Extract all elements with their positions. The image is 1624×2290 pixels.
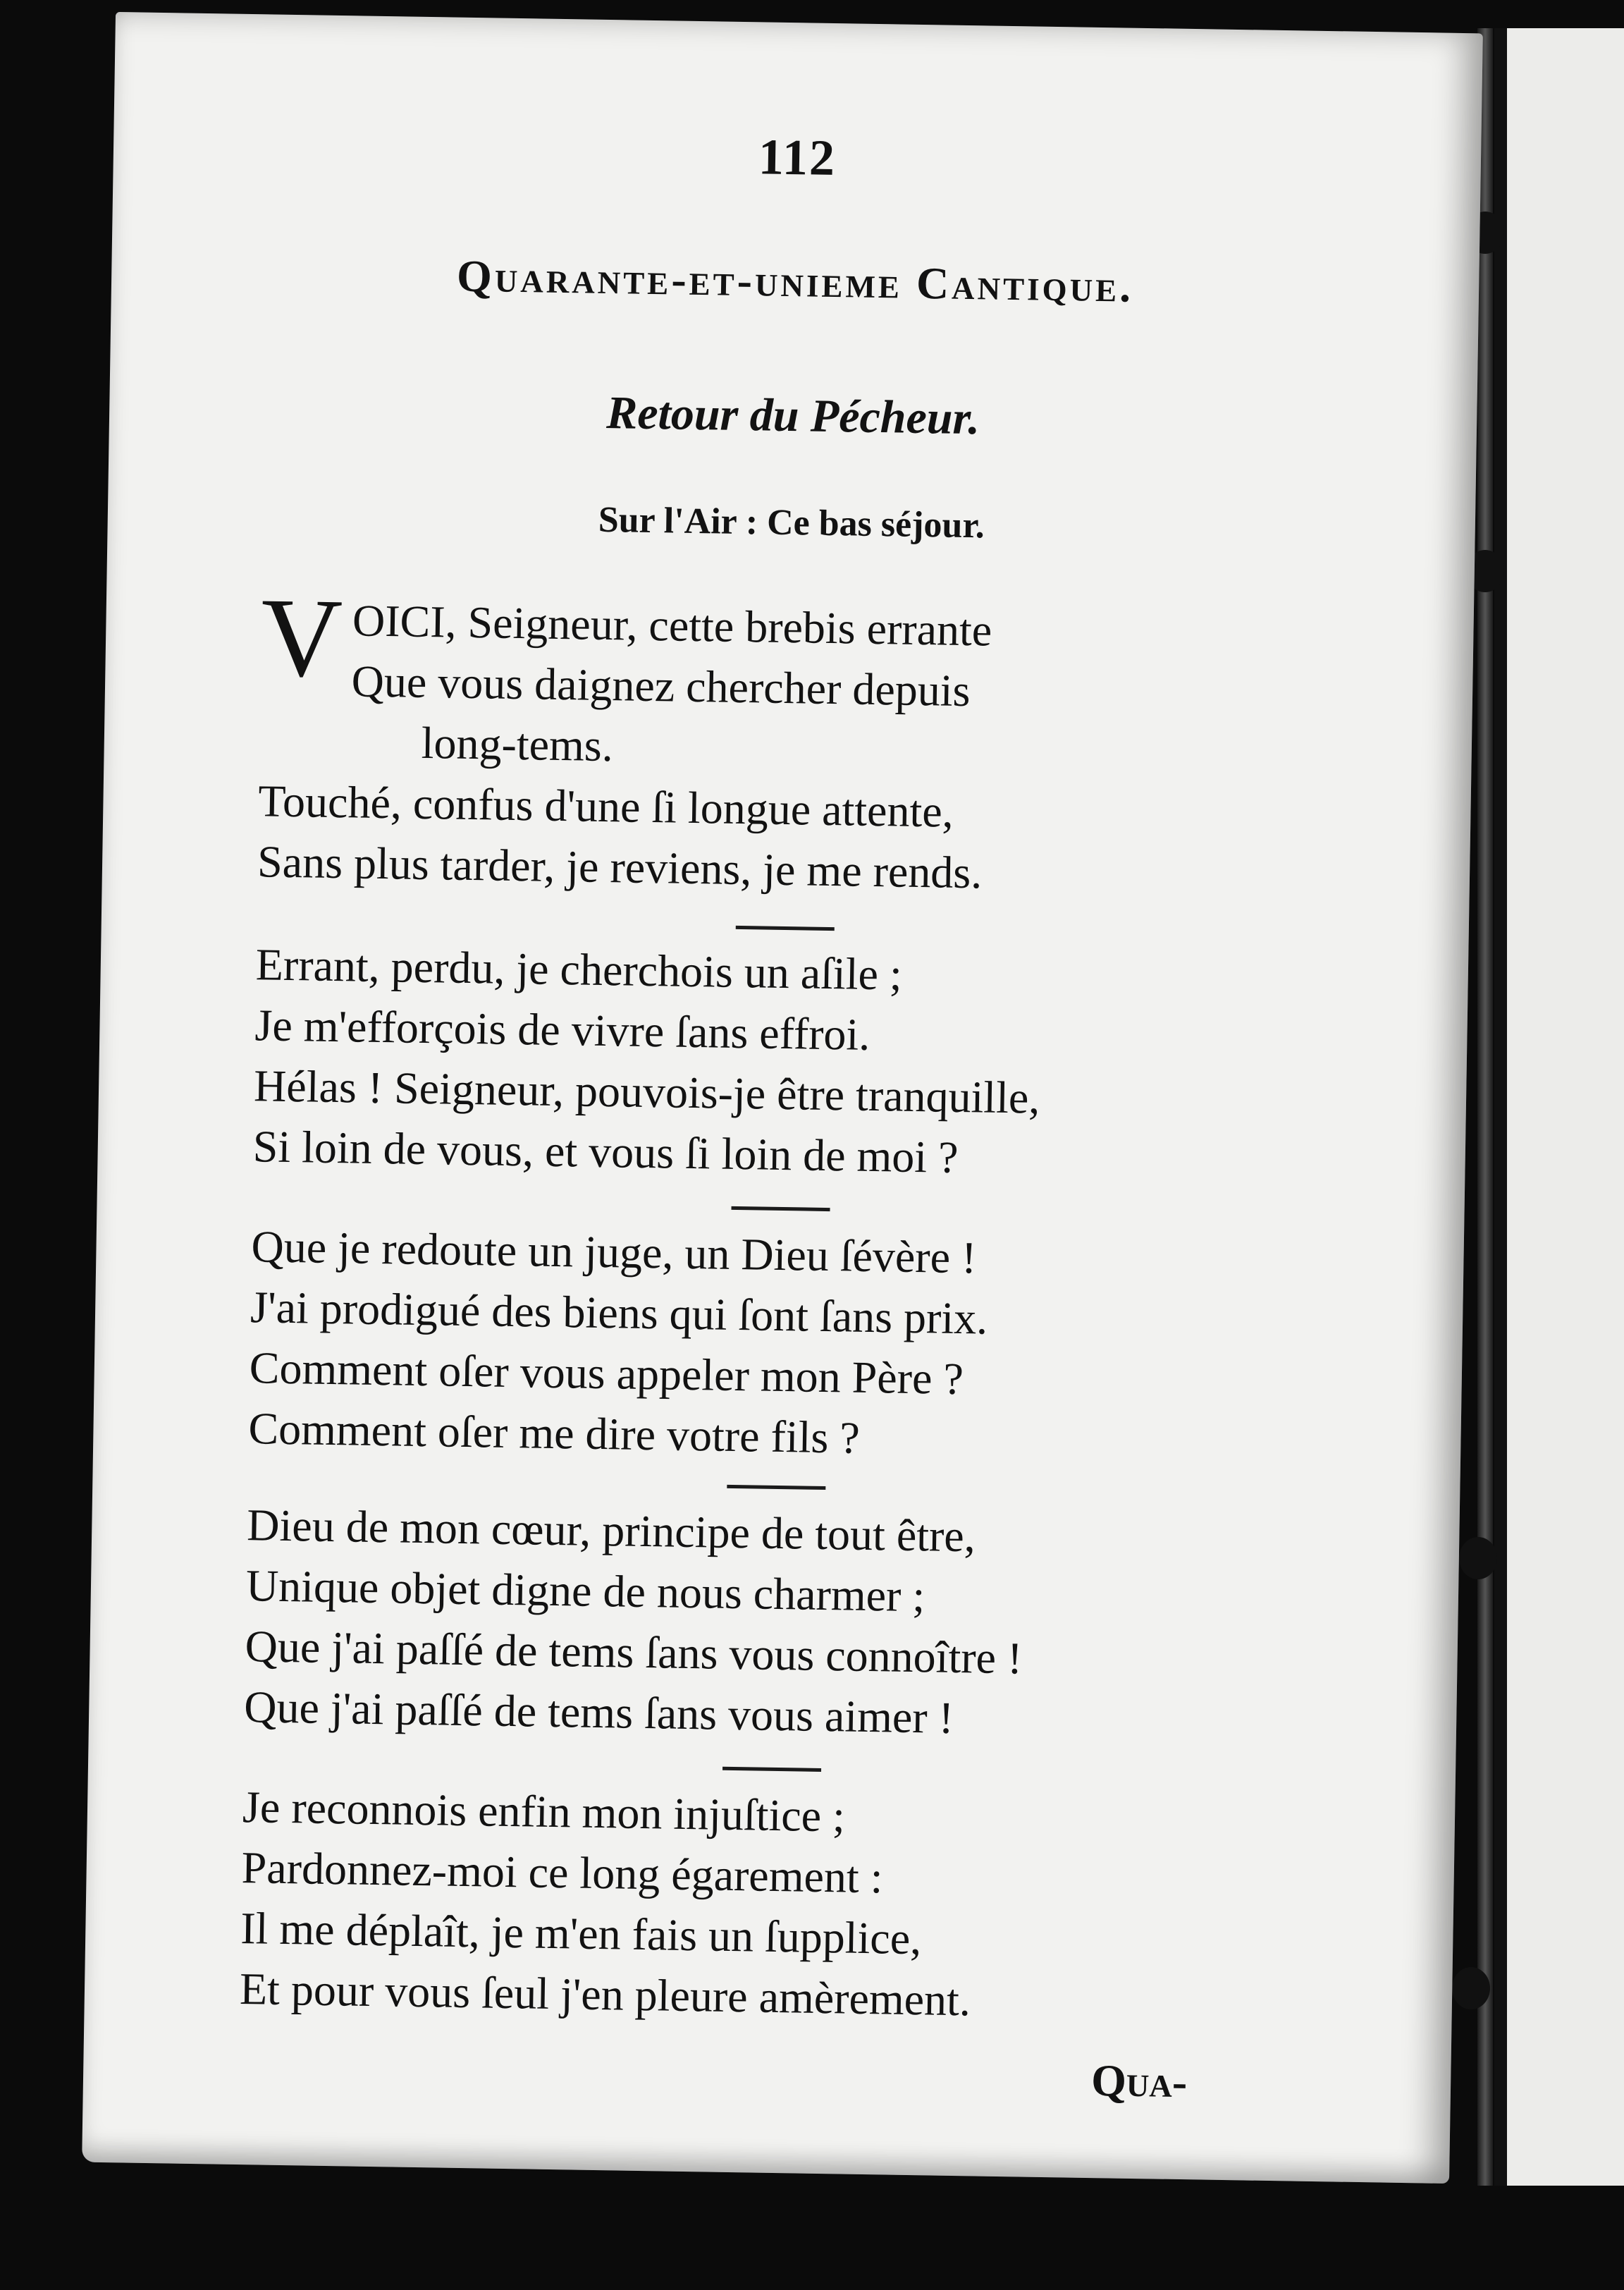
binding-knot [1459, 1537, 1497, 1579]
stanza-3 [248, 1216, 1351, 1476]
verse-line: Que j'ai paſſé de tems ſans vous aimer ! [243, 1682, 954, 1743]
verse-line: Que je redoute un juge, un Dieu ſévère ! [251, 1221, 977, 1283]
hymn-subtitle: Retour du Pécheur. [605, 386, 980, 445]
book-spine [1477, 28, 1493, 2186]
stanza-1 [257, 574, 1361, 909]
verse-line: Que vous daignez chercher depuis [351, 656, 971, 716]
verse-line: Touché, confus d'une ſi longue attente, [257, 776, 954, 837]
stanza-divider [722, 1767, 821, 1772]
verse-line: Errant, perdu, je cherchois un aſile ; [255, 939, 903, 1000]
facing-page-edge [1494, 28, 1624, 2186]
page-number: 112 [758, 128, 837, 187]
verse-line: Je m'efforçois de vivre ſans effroi. [254, 1000, 871, 1060]
catchword: Qua- [1090, 2055, 1188, 2107]
tune-indication: Sur l'Air : Ce bas séjour. [598, 499, 985, 546]
binding-knot [1452, 1967, 1490, 2009]
stanza-4 [244, 1495, 1347, 1754]
verse-line: J'ai prodigué des biens qui ſont ſans prix. [250, 1282, 988, 1344]
verse-line: Si loin de vous, et vous ſi loin de moi ? [252, 1121, 959, 1182]
verse-line: OICI, Seigneur, cette brebis errante [352, 595, 992, 656]
stanza-divider [736, 926, 835, 931]
verse-line: Hélas ! Seigneur, pouvois-je être tranquille, [253, 1060, 1040, 1123]
verse-line: Comment oſer vous appeler mon Père ? [249, 1342, 964, 1404]
drop-capital: V [259, 574, 344, 702]
verse-line: Il me déplaît, je m'en fais un ſupplice, [240, 1903, 922, 1964]
verse-line: Pardonnez-moi ce long égarement : [241, 1842, 884, 1903]
verse-line: Que j'ai paſſé de tems ſans vous connoître ! [245, 1621, 1023, 1684]
stanza-divider [731, 1206, 830, 1211]
hymn-heading: Quarante-et-unieme Cantique. [456, 250, 1134, 312]
stanza-2 [252, 934, 1355, 1194]
verse-line: Je reconnois enfin mon injuſtice ; [242, 1782, 846, 1842]
verse-line: Sans plus tarder, je reviens, je me rends. [257, 836, 983, 898]
book-page [82, 12, 1483, 2184]
page-content [82, 12, 1483, 2184]
stanza-divider [727, 1485, 825, 1490]
verse-line: Comment oſer me dire votre fils ? [247, 1403, 861, 1463]
stanza-5 [239, 1777, 1342, 2036]
verse-line: long-tems. [421, 717, 614, 771]
verse-line: Dieu de mon cœur, principe de tout être, [246, 1500, 976, 1562]
verse-line: Unique objet digne de nous charmer ; [245, 1560, 925, 1622]
verse-line: Et pour vous ſeul j'en pleure amèrement. [239, 1964, 971, 2026]
